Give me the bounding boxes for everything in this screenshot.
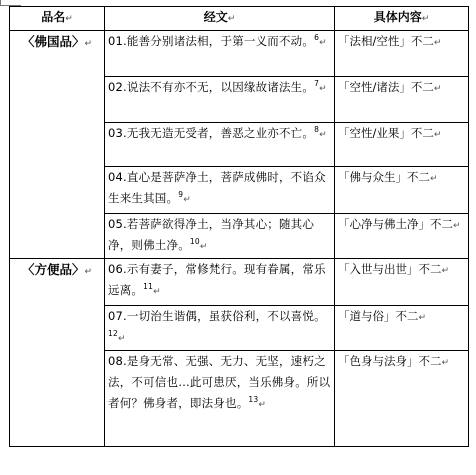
content-cell: 「色身与法身」不二↵ bbox=[335, 351, 469, 447]
sutra-text-cell: 01.能善分别诸法相，于第一义而不动。$^6$↵ bbox=[105, 31, 335, 77]
sutra-text-cell: 03.无我无造无受者，善恶之业亦不亡。$^8$↵ bbox=[105, 123, 335, 167]
sutra-text-cell: 06.示有妻子，常修梵行。现有眷属，常乐远离。$^{11}$↵ bbox=[105, 259, 335, 306]
content-cell: 「空性/业果」不二↵ bbox=[335, 123, 469, 167]
header-specific-content: 具体内容↵ bbox=[335, 7, 469, 31]
sutra-text-cell: 05.若菩萨欲得净土，当净其心；随其心净，则佛土净。$^{10}$↵ bbox=[105, 214, 335, 259]
sutra-comparison-table bbox=[9, 6, 469, 447]
content-cell: 「道与俗」不二↵ bbox=[335, 306, 469, 351]
sutra-text-cell: 04.直心是菩萨净土，菩萨成佛时，不谄众生来生其国。$^9$↵ bbox=[105, 167, 335, 214]
table-row bbox=[10, 259, 469, 306]
content-cell: 「空性/诸法」不二↵ bbox=[335, 77, 469, 123]
content-cell: 「法相/空性」不二↵ bbox=[335, 31, 469, 77]
sutra-text-cell: 08.是身无常、无强、无力、无坚，速朽之法，不可信也…此可患厌，当乐佛身。所以者何？佛身者，即法身也。$^{13}$↵ bbox=[105, 351, 335, 447]
sutra-text-cell: 07.一切治生谐偶，虽获俗利，不以喜悦。$^{12}$↵ bbox=[105, 306, 335, 351]
sutra-text-cell: 02.说法不有亦不无，以因缘故诸法生。$^7$↵ bbox=[105, 77, 335, 123]
group-label-fangbian: 〈方便品〉↵ bbox=[10, 259, 105, 447]
header-row bbox=[10, 7, 469, 31]
content-cell: 「佛与众生」不二↵ bbox=[335, 167, 469, 214]
content-cell: 「入世与出世」不二↵ bbox=[335, 259, 469, 306]
content-cell: 「心净与佛土净」不二↵ bbox=[335, 214, 469, 259]
table-row bbox=[10, 31, 469, 77]
header-item-name: 品名↵ bbox=[10, 7, 105, 31]
header-sutra-text: 经文↵ bbox=[105, 7, 335, 31]
group-label-foguo: 〈佛国品〉↵ bbox=[10, 31, 105, 259]
